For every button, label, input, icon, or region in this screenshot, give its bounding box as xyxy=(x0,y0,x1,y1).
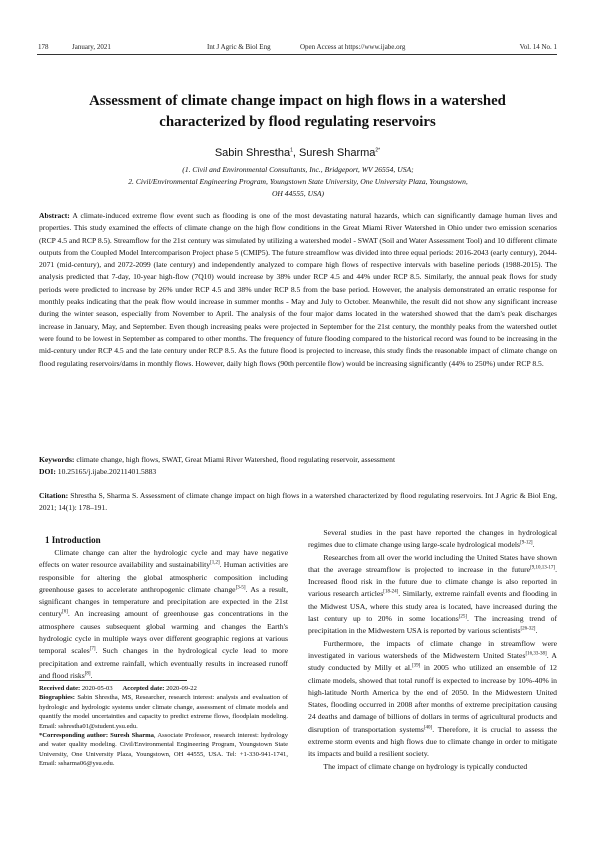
keywords xyxy=(39,454,557,466)
text-run: . An increasing amount of greenhouse gas concentrations in the atmosphere causes subsequent global warming and changes the Earth's hydrologic cycle in multiple ways over different geographic regions at various temporal scales xyxy=(39,609,288,656)
footnote-biographies xyxy=(39,693,288,731)
citation-ref: [8] xyxy=(84,671,91,677)
text-run: Climate change can alter the hydrologic cycle and may have negative effects on water resource availability and sustainability xyxy=(39,548,288,570)
text-run: . Increased flood risk in the future due to climate change is also reported in various research articles xyxy=(308,564,557,599)
paper-title: Assessment of climate change impact on high flows in a watershed characterized by flood regulating reservoirs xyxy=(89,93,506,130)
author-1: Sabin Shrestha xyxy=(214,147,291,159)
text-run: Researches from all over the world including the United States have shown that the average streamflow is projected to increase in the future xyxy=(308,552,557,574)
header-rule xyxy=(37,54,557,55)
footnote-rule xyxy=(39,680,187,681)
citation-text: Shrestha S, Sharma S. Assessment of climate change impact on high flows in a watershed characterized by flood regulating reservoirs. Int J Agric & Biol Eng, 2021; 14(1): 178–191. xyxy=(39,491,557,513)
citation-ref: [9-12] xyxy=(520,540,533,546)
citation-label: Citation: xyxy=(39,491,69,500)
author-separator: , xyxy=(292,147,299,159)
doi-label: DOI: xyxy=(39,467,56,476)
author-line xyxy=(0,147,595,159)
text-run: . Similarly, extreme rainfall events and flooding in the Midwest USA, where this study area is located, have increased during the last century up to 20% in some locations xyxy=(308,589,557,624)
page-number: 178 xyxy=(38,43,49,51)
citation-ref: [40] xyxy=(423,725,433,731)
text-run: . The increasing trend of precipitation in the Midwestern USA is reported by various scientists xyxy=(308,614,557,636)
intro-right-paragraph-2 xyxy=(308,552,557,638)
keywords-text: climate change, high flows, SWAT, Great Miami River Watershed, flood regulating reservoir, assessment xyxy=(76,455,396,464)
text-run: . Therefore, it is crucial to assess the extreme storm events and high flows due to climate change in order to mitigate its impacts and build a resilient society. xyxy=(308,724,557,759)
section-heading-introduction: 1 Introduction xyxy=(45,535,101,545)
intro-right-paragraph-4: The impact of climate change on hydrology is typically conducted xyxy=(323,761,528,771)
citation-ref: [26-32] xyxy=(520,626,536,632)
text-run: . A study conducted by Milly et al. xyxy=(308,650,557,673)
footnotes xyxy=(39,684,288,769)
issue-date: January, 2021 xyxy=(72,43,111,51)
corresponding-label: *Corresponding author: xyxy=(39,732,109,740)
corresponding-text: , Associate Professor, research interest: hydrology and water quality modeling. Civil/Environmental Engineering Program, Youngstown State University, One University Plaza, Youngstown, OH 44555, USA. Tel: +1-330-941-1741, Email: ssharma06@ysu.edu. xyxy=(39,732,288,768)
abstract-text: A climate-induced extreme flow event such as flooding is one of the most devastating natural hazards, which can significantly damage human lives and properties. This study examined the effects of climate change on the high flow conditions in the Great Miami River Watershed in Ohio under two emission scenarios (RCP 4.5 and RCP 8.5). Streamflow for the 21st century was simulated by utilizing a watershed model - SWAT (Soil and Water Assessment Tool) and 10 different climate outputs from the Coupled Model Intercomparison Project phase 5 (CMIP5). The future streamflow was divided into three equal periods: 2016-2043 (early century), 2044-2071 (mid-century), and 2072-2099 (late century) and independently analyzed to compare high flows of respective intervals with baseline periods (1988-2015). The analysis predicted that 7-day, 10-year high-flow (7Q10) would increase by 38% under RCP 4.5 and 44% under RCP 8.5. Similarly, the annual peak flows for study periods were predicted to increase by 26% under RCP 4.5 and 38% under RCP 8.5 from the base period. However, the analysis demonstrated an erratic response for monthly peaks indicating that the peak flow would increase in summer months - May and July to October. Meanwhile, the result did not show any significant increase during the winter season, especially from November to April. The analysis of the four major dams located in the watershed showed that the dam's peak discharges increase in January, May, and September. Even though increasing peaks were projected in September for the 21st century, the monthly peaks from the watershed outlet were found to be lowest in September as compared to other months. The frequency of future flooding compared to the historical record was found to be increasing in the mid-century under RCP 4.5 and the late century under RCP 8.5. As the future flood is projected to increase, this study finds the reasonable impact of climate change on flood regulating reservoirs/dams in monthly flows. However, daily high flows (90th percentile flow) would be increasing significantly (44% to 250%) under RCP 8.5. xyxy=(39,211,557,368)
text-run: . xyxy=(90,670,93,680)
citation-ref: [3-5] xyxy=(235,585,246,591)
text-run: . xyxy=(535,626,538,636)
author-2-affil: 2* xyxy=(375,147,381,154)
citation-ref: [7] xyxy=(89,646,96,652)
doi xyxy=(39,466,557,478)
intro-right-paragraph-1 xyxy=(308,527,557,552)
citation-ref: [18-24] xyxy=(383,589,399,595)
volume-issue: Vol. 14 No. 1 xyxy=(519,43,557,51)
citation-ref: [1,2] xyxy=(210,560,220,566)
biographies-label: Biographies: xyxy=(39,694,75,702)
citation-ref: [25] xyxy=(458,614,468,620)
keywords-label: Keywords: xyxy=(39,455,75,464)
biographies-text: Sabin Shrestha, MS, Researcher, research interest: analysis and evaluation of hydrologic and hydrologic systems under climate change, assessment of climate models and quantify the model uncertainties and capacity to predict extreme flows, floodplain modeling. Email: sshrestha01@student.ysu.edu. xyxy=(39,694,288,730)
intro-right-column xyxy=(308,527,557,773)
citation xyxy=(39,490,557,515)
text-run: . Such changes in the hydrological cycle lead to more precipitation and extreme rainfall, which eventually results in increased runoff and flood risks xyxy=(39,646,288,680)
text-run: in 2005 who utilized an ensemble of 12 climate models, showed that total runoff is expected to increase by 10%-40% in high-latitude North America by the end of 2050. In the Midwestern United States, flooding occurred in 2008 after months of extreme precipitation causing 24 deaths and damage of billions of dollars in terms of agricultural products and disruption of transportation systems xyxy=(308,663,558,734)
abstract-label: Abstract: xyxy=(39,211,70,220)
author-2: Suresh Sharma xyxy=(298,147,376,159)
citation-ref: [9,10,13-17] xyxy=(530,565,556,571)
intro-right-paragraph-3 xyxy=(308,638,557,761)
text-run: . As a result, significant changes in temperature and precipitation are expected in the 21st century xyxy=(39,584,288,619)
received-date: 2020-05-03 xyxy=(81,685,113,692)
footnote-corresponding xyxy=(39,731,288,769)
citation-ref: [16,33-38] xyxy=(525,651,547,657)
intro-left-paragraph xyxy=(39,547,288,682)
citation-ref: [39] xyxy=(411,663,421,669)
text-run: . Human activities are responsible for altering the global atmospheric composition including greenhouse gases to accelerate anthropogenic climate change xyxy=(39,560,288,594)
accepted-label: Accepted date: xyxy=(122,685,165,692)
affiliation-1: (1. Civil and Environmental Consultants, Inc., Bridgeport, WV 26554, USA; xyxy=(182,165,414,174)
open-access-url: Open Access at https://www.ijabe.org xyxy=(300,43,406,51)
doi-text: 10.25165/j.ijabe.20211401.5883 xyxy=(57,467,157,476)
text-run: Furthermore, the impacts of climate change in streamflow were investigated in various watersheds of the Midwestern United States xyxy=(308,638,557,660)
affiliation-2-cont: OH 44555, USA) xyxy=(271,189,325,198)
received-label: Received date: xyxy=(39,685,81,692)
author-1-affil: 1 xyxy=(290,147,293,154)
corresponding-name: Suresh Sharma xyxy=(110,732,154,740)
text-run: . xyxy=(532,540,535,550)
citation-ref: [6] xyxy=(62,609,68,615)
abstract xyxy=(39,210,557,370)
journal-name: Int J Agric & Biol Eng xyxy=(207,43,271,51)
affiliation-2: 2. Civil/Environmental Engineering Program, Youngstown State University, One University Plaza, Youngstown, xyxy=(128,177,468,186)
footnote-dates xyxy=(39,684,288,693)
accepted-date: 2020-09-22 xyxy=(166,685,197,692)
text-run: Several studies in the past have reported the changes in hydrological regimes due to climate change using large-scale hydrological models xyxy=(308,528,557,550)
